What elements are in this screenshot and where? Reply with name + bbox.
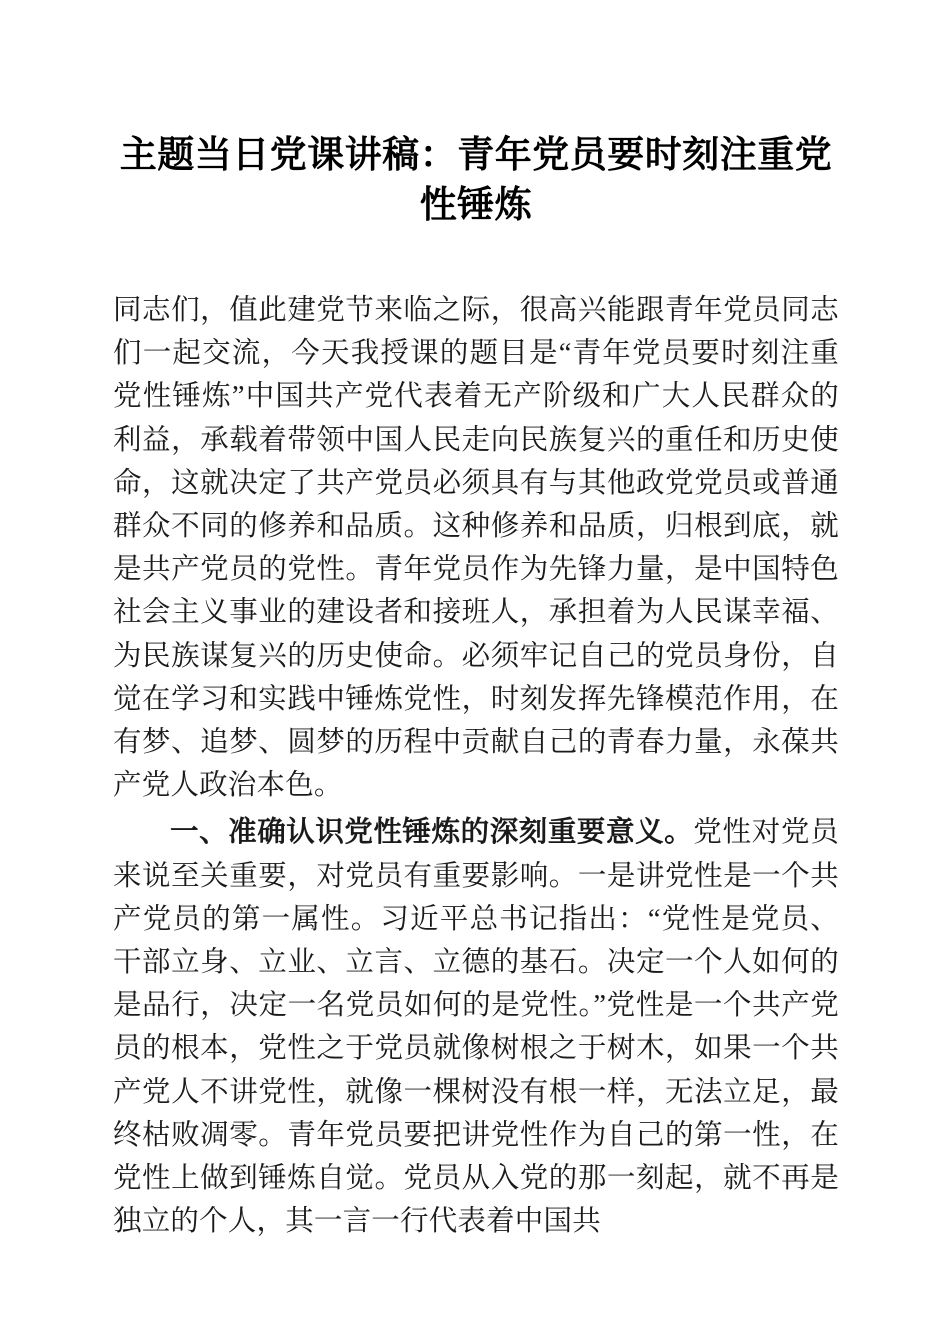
page-title: 主题当日党课讲稿：青年党员要时刻注重党性锤炼 <box>119 135 833 226</box>
paragraph-section-one <box>113 807 839 1243</box>
paragraph-opening: 同志们，值此建党节来临之际，很高兴能跟青年党员同志们一起交流，今天我授课的题目是“青年党员要时刻注重党性锤炼”中国共产党代表着无产阶级和广大人民群众的利益，承载着带领中国人民走向民族复兴的重任和历史使命，这就决定了共产党员必须具有与其他政党党员或普通群众不同的修养和品质。这种修养和品质，归根到底，就是共产党员的党性。青年党员作为先锋力量，是中国特色社会主义事业的建设者和接班人，承担着为人民谋幸福、为民族谋复兴的历史使命。必须牢记自己的党员身份，自觉在学习和实践中锤炼党性，时刻发挥先锋模范作用，在有梦、追梦、圆梦的历程中贡献自己的青春力量，永葆共产党人政治本色。 <box>113 295 839 802</box>
section-one-body: 党性对党员来说至关重要，对党员有重要影响。一是讲党性是一个共产党员的第一属性。习近平总书记指出：“党性是党员、干部立身、立业、立言、立德的基石。决定一个人如何的是品行，决定一名党员如何的是党性。”党性是一个共产党员的根本，党性之于党员就像树根之于树木，如果一个共产党人不讲党性，就像一棵树没有根一样，无法立足，最终枯败凋零。青年党员要把讲党性作为自己的第一性，在党性上做到锤炼自觉。党员从入党的那一刻起，就不再是独立的个人，其一言一行代表着中国共 <box>113 817 839 1238</box>
document-text-column <box>113 0 839 1243</box>
section-one-heading: 一、准确认识党性锤炼的深刻重要意义。 <box>170 816 694 849</box>
